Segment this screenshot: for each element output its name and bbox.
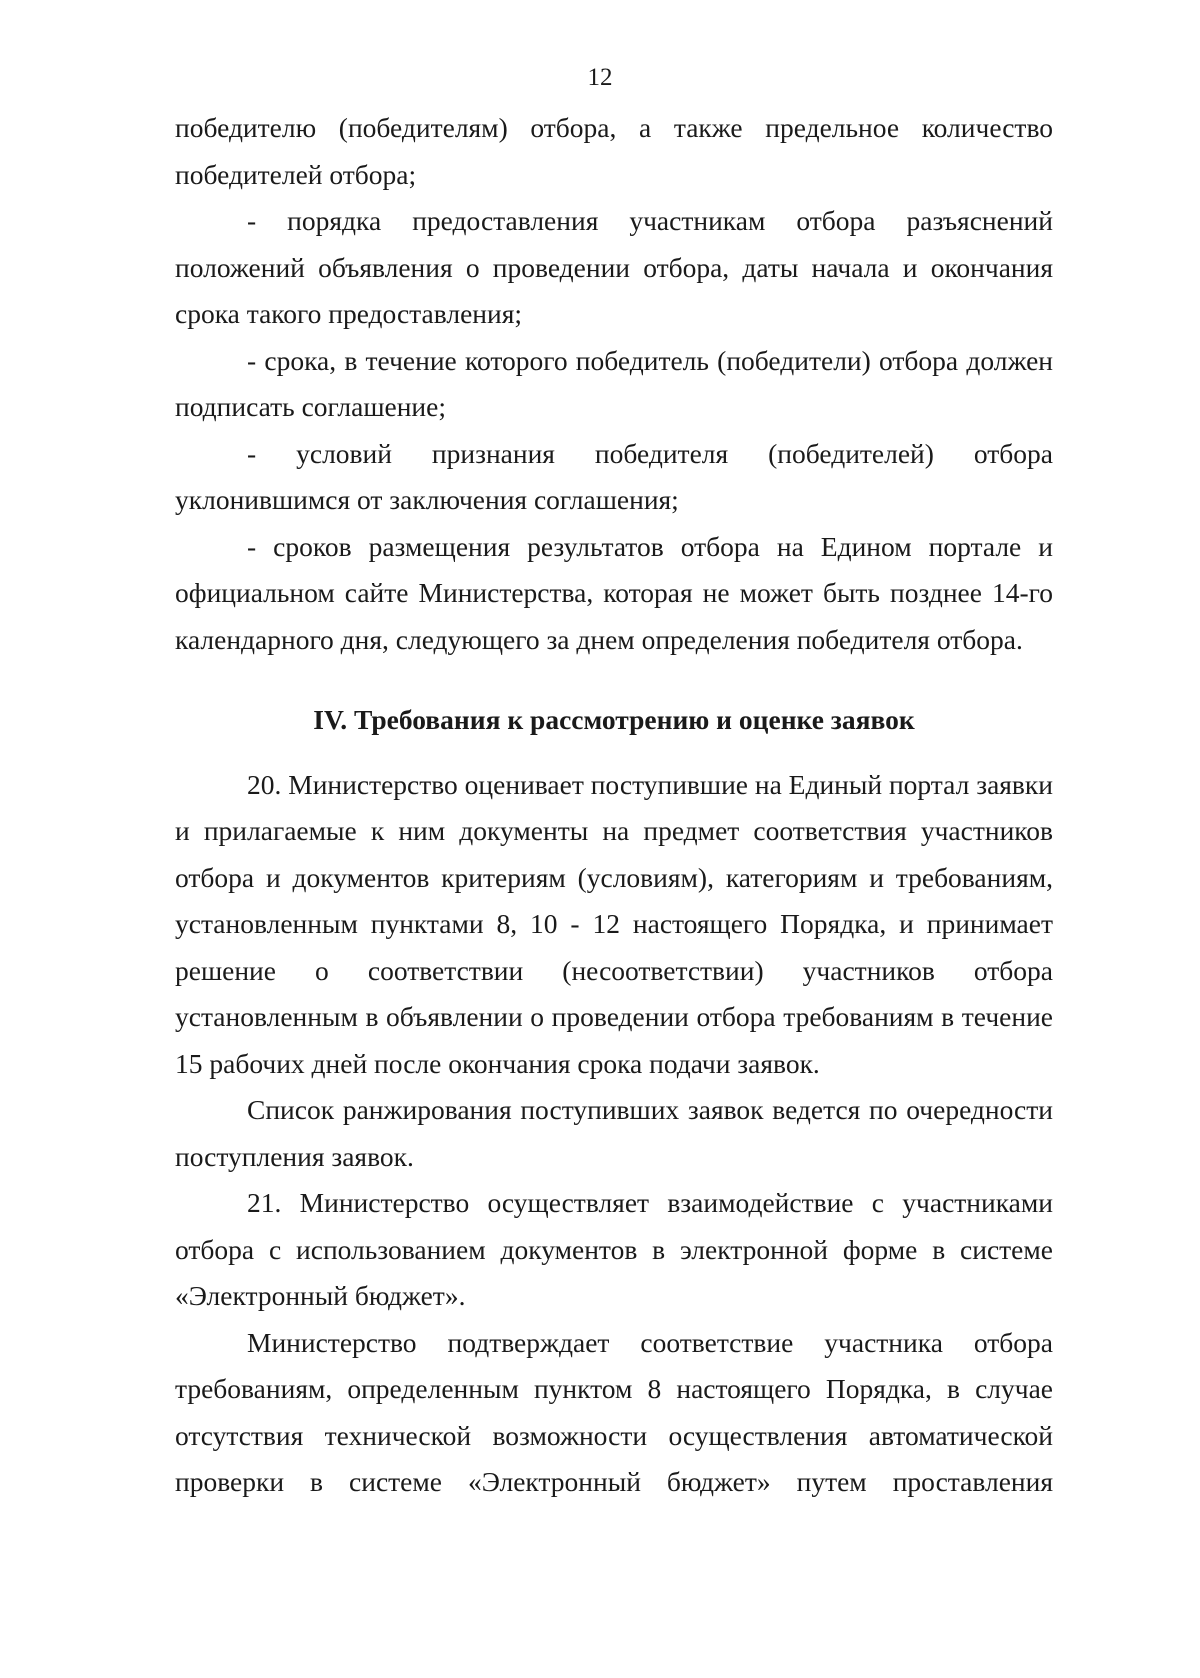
section-heading: IV. Требования к рассмотрению и оценке заявок (313, 704, 915, 735)
paragraph-ranking-list: Список ранжирования поступивших заявок ведется по очередности поступления заявок. (175, 1094, 1053, 1172)
paragraph-continuation: победителю (победителям) отбора, а также предельное количество победителей отбора; (175, 112, 1053, 190)
paragraph-clause-20: 20. Министерство оценивает поступившие на Единый портал заявки и прилагаемые к ним документы на предмет соответствия участников отбора и документов критериям (условиям), категориям и требованиям, установленным пунктами 8, 10 - 12 настоящего Порядка, и принимает решение о соответствии (несоответствии) участников отбора установленным в объявлении о проведении отбора требованиям в течение 15 рабочих дней после окончания срока подачи заявок. (175, 768, 1053, 1079)
paragraph-list-item: - сроков размещения результатов отбора на Едином портале и официальном сайте Министерства, которая не может быть позднее 14-го календарного дня, следующего за днем определения победителя отбора. (175, 530, 1053, 655)
document-body (175, 105, 1053, 1506)
paragraph-list-item: - порядка предоставления участникам отбора разъяснений положений объявления о проведении отбора, даты начала и окончания срока такого предоставления; (175, 205, 1053, 329)
page-number: 12 (587, 64, 613, 91)
paragraph-list-item: - условий признания победителя (победителей) отбора уклонившимся от заключения соглашения; (175, 437, 1053, 515)
paragraph-verification: Министерство подтверждает соответствие участника отбора требованиям, определенным пунктом 8 настоящего Порядка, в случае отсутствия технической возможности осуществления автоматической проверки в системе «Электронный бюджет» путем проставления (175, 1326, 1053, 1497)
paragraph-list-item: - срока, в течение которого победитель (победители) отбора должен подписать соглашение; (175, 344, 1053, 422)
paragraph-clause-21: 21. Министерство осуществляет взаимодействие с участниками отбора с использованием документов в электронной форме в системе «Электронный бюджет». (175, 1187, 1053, 1311)
